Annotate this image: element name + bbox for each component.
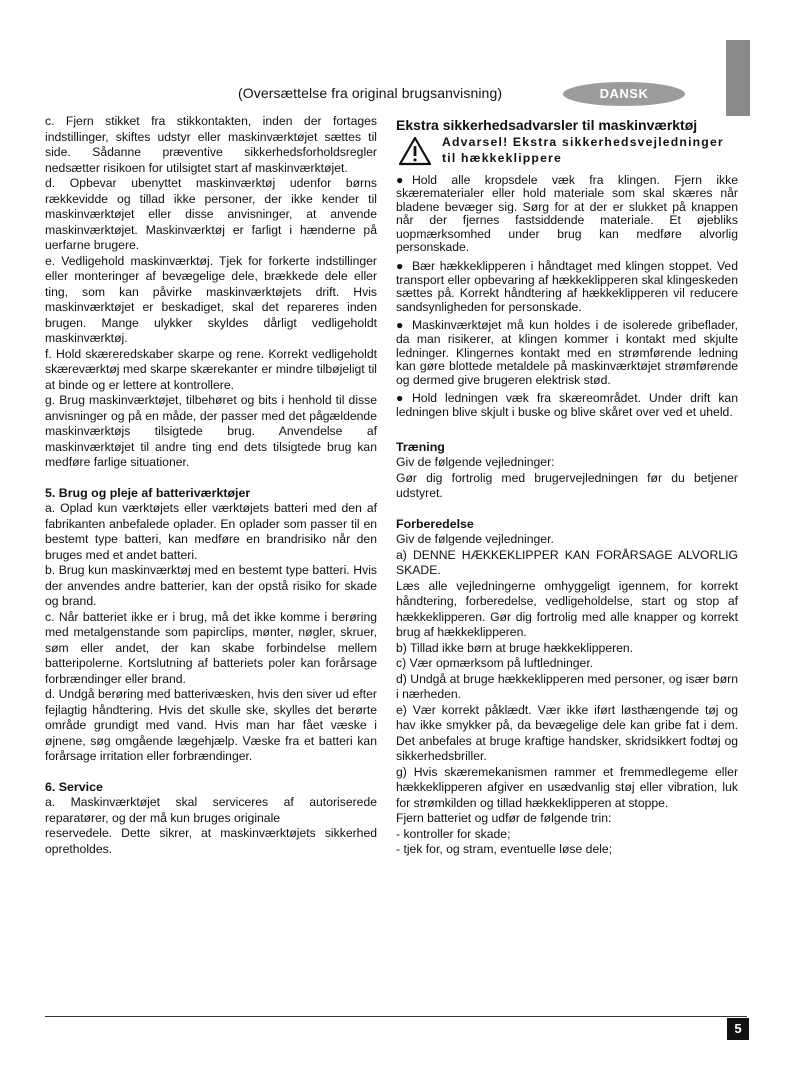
section-5-b: b. Brug kun maskinværktøj med en bestemt type batteri. Hvis der anvendes andre batterier, kan der opstå risiko for skade og brand. [45, 563, 377, 608]
training-text: Gør dig fortrolig med brugervejledningen før du betjener udstyret. [396, 470, 738, 501]
language-badge: DANSK [563, 82, 685, 106]
bullet-dot-icon: ● [396, 318, 404, 333]
preparation-b: b) Tillad ikke børn at bruge hækkeklipperen. [396, 640, 634, 655]
section-6-title: 6. Service [45, 779, 103, 794]
training-title: Træning [396, 439, 445, 454]
section-5-c: c. Når batteriet ikke er i brug, må det ikke komme i berøring med metalgenstande som papirclips, mønter, nøgler, skruer, søm eller andet, der kan skabe forbindelse mellem batteripolerne. Kortslutning af batteriets poler kan forårsage forbrændinger eller brand. [45, 609, 377, 686]
section-5-a: a. Oplad kun værktøjets eller værktøjets batteri med den af fabrikanten anbefalede oplader. En oplader som passer til en bestemt type batteri, kan medføre en brandrisiko når den bruges med et andet batteri. [45, 501, 377, 562]
bullet-dot-icon: ● [396, 172, 404, 187]
preparation-a: a) DENNE HÆKKEKLIPPER KAN FORÅRSAGE ALVORLIG SKADE. [396, 547, 738, 578]
bullet-item: ● Maskinværktøjet må kun holdes i de isolerede gribeflader, da man risikerer, at klingen kommer i kontakt med skjulte ledninger. Klingernes kontakt med en strømførende ledning kan gøre blottede metaldele på maskinværktøjet strømførende og dermed give brugeren elektrisk stød. [396, 318, 738, 387]
warning-text: Advarsel! Ekstra sikkerhedsvejledninger til hækkeklippere [442, 134, 724, 165]
preparation-g: g) Hvis skæremekanismen rammer et fremmedlegeme eller hækkeklipperen afgiver en usædvanlig støj eller vibration, luk for strømkilden og tillad hækkeklipperen at stoppe. [396, 764, 738, 810]
preparation-c: c) Vær opmærksom på luftledninger. [396, 656, 594, 671]
left-column [45, 114, 377, 857]
paragraph-f: f. Hold skæreredskaber skarpe og rene. Korrekt vedligeholdt skæreværktøj med skarpe skærekanter er mindre tilbøjeligt til at binde og er lettere at kontrollere. [45, 346, 377, 392]
footer-divider [45, 1016, 747, 1017]
preparation-steps-intro: Fjern batteriet og udfør de følgende trin: [396, 811, 612, 826]
preparation-e: e) Vær korrekt påklædt. Vær ikke iført løsthængende tøj og hav ikke smykker på, da bevægelige dele kan gribe fat i dem. Det anbefales at bruge kraftige handsker, skridsikkert fodtøj og sikkerhedsbriller. [396, 702, 738, 764]
warning-triangle-icon [398, 136, 432, 166]
bullet-dot-icon: ● [396, 391, 404, 406]
section-6-a: a. Maskinværktøjet skal serviceres af autoriserede reparatører, og der må kun bruges originale [45, 795, 377, 825]
paragraph-e: e. Vedligehold maskinværktøj. Tjek for forkerte indstillinger eller monteringer af bevægelige dele, brækkede dele eller ting, som kan påvirke maskinværktøjets drift. Hvis maskinværktøjet er beskadiget, skal det repareres inden brugen. Mange ulykker skyldes dårligt vedligeholdt maskinværktøj. [45, 253, 377, 345]
preparation-read: Læs alle vejledningerne omhyggeligt igennem, for korrekt håndtering, forberedelse, vedligeholdelse, start og stop af hækkeklipperen. Gør dig fortrolig med alle knapper og korrekt brug af hækkeklipperen. [396, 578, 738, 640]
bullet-item: ● Bær hækkeklipperen i håndtaget med klingen stoppet. Ved transport eller opbevaring af hækkeklipperen skal klingeskeden sættes på. Korrekt håndtering af hækkeklipperen vil reducere sandsynligheden for personskade. [396, 259, 738, 314]
paragraph-d: d. Opbevar ubenyttet maskinværktøj udenfor børns rækkevidde og tillad ikke personer, der ikke kender til maskinværktøjet eller disse anvisninger, at anvende maskinværktøjet. Maskinværktøj er farligt i hænderne på uerfarne brugere. [45, 176, 377, 252]
warning-block [396, 134, 738, 166]
page-number: 5 [727, 1018, 749, 1040]
section-5-title: 5. Brug og pleje af batteriværktøjer [45, 485, 251, 500]
paragraph-g: g. Brug maskinværktøjet, tilbehøret og bits i henhold til disse anvisninger og på en måde, der passer med det pågældende maskinværktøjs tilsigtede brug. Anvendelse af maskinværktøjet til andre ting end dets tilsigtede brug kan medføre farlige situationer. [45, 393, 377, 469]
preparation-intro: Giv de følgende vejledninger. [396, 532, 554, 547]
side-tab-marker [726, 40, 750, 116]
bullet-item: ● Hold alle kropsdele væk fra klingen. Fjern ikke skærematerialer eller hold materiale som skal skæres når bladene bevæger sig. Sørg for at der er slukket på knappen når der fjernes fastsiddende materiale. Et øjebliks uopmærksomhed under brug kan medføre alvorlig personskade. [396, 172, 738, 255]
preparation-title: Forberedelse [396, 516, 474, 531]
extra-safety-title: Ekstra sikkerhedsadvarsler til maskinværktøj [396, 117, 698, 133]
preparation-step-1: - kontroller for skade; [396, 826, 511, 841]
training-intro: Giv de følgende vejledninger: [396, 455, 555, 470]
right-column [396, 118, 738, 858]
paragraph-c: c. Fjern stikket fra stikkontakten, inden der fortages indstillinger, skiftes udstyr eller maskinværktøjet sættes til side. Sådanne præventive sikkerhedsforholdsregler nedsætter risikoen for utilsigtet start af maskinværktøjet. [45, 114, 377, 175]
preparation-step-2: - tjek for, og stram, eventuelle løse dele; [396, 842, 613, 857]
page-header-title: (Oversættelse fra original brugsanvisning) [238, 85, 503, 101]
section-5-d: d. Undgå berøring med batterivæsken, hvis den siver ud efter fejlagtig håndtering. Hvis det skulle ske, skylles det berørte område grundigt med vand. Hvis man har fået væske i øjnene, søg omgående lægehjælp. Væske fra et batteri kan forårsage irritation eller forbrændinger. [45, 687, 377, 763]
preparation-d: d) Undgå at bruge hækkeklipperen med personer, og især børn i nærheden. [396, 671, 738, 702]
section-6-a-continued: reservedele. Dette sikrer, at maskinværktøjets sikkerhed opretholdes. [45, 826, 377, 856]
bullet-dot-icon: ● [396, 259, 404, 274]
bullet-item: ● Hold ledningen væk fra skæreområdet. Under drift kan ledningen blive skjult i buske og blive skåret over ved et uheld. [396, 391, 738, 419]
